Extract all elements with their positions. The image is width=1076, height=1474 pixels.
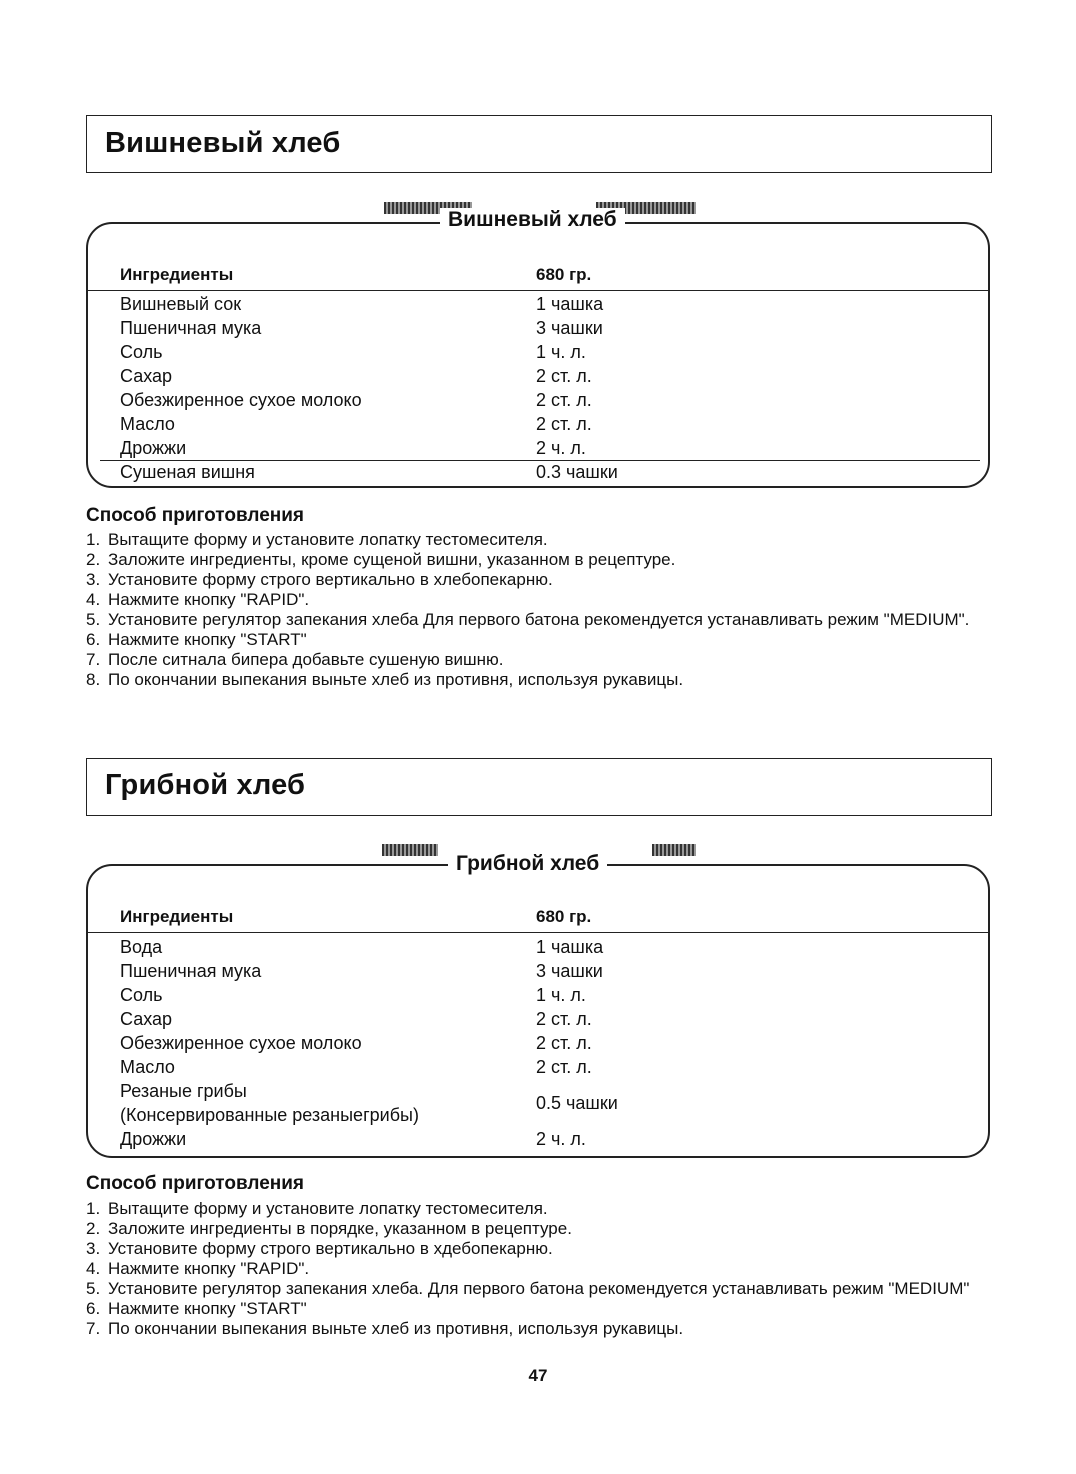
ingredient-name: Пшеничная мука (120, 318, 262, 338)
ingredient-name-line1: Резаные грибы (120, 1081, 247, 1101)
step-text: Нажмите кнопку "RAPID". (108, 1259, 310, 1278)
ingredient-row (120, 316, 986, 340)
ingredient-row (120, 959, 986, 983)
step-number: 8. (86, 670, 101, 689)
ingredients-col-label: Ингредиенты (120, 265, 234, 284)
ingredient-qty: 2 ст. л. (536, 1033, 592, 1053)
method-title-mushroom: Способ приготовления (86, 1173, 305, 1194)
ingredient-name: Дрожжи (120, 438, 187, 458)
method-step (86, 550, 986, 570)
step-number: 6. (86, 630, 101, 649)
method-step (86, 1319, 986, 1339)
step-text: Установите регулятор запекания хлеба Для первого батона рекомендуется устанавливать режим "MEDIUM". (108, 610, 970, 629)
ingredient-row (120, 364, 986, 388)
ingredient-qty: 2 ст. л. (536, 1057, 592, 1077)
step-number: 4. (86, 1259, 101, 1278)
ingredient-name: Масло (120, 414, 175, 434)
step-text: Заложите ингредиенты в порядке, указанном в рецептуре. (108, 1219, 572, 1238)
method-step (86, 650, 986, 670)
ingredient-qty: 2 ч. л. (536, 1129, 586, 1149)
method-steps-mushroom (86, 1199, 986, 1339)
ingredient-row (120, 935, 986, 959)
ingredient-name: Дрожжи (120, 1129, 187, 1149)
ingredient-name: Вишневый сок (120, 294, 242, 314)
method-step (86, 590, 986, 610)
ingredient-qty: 3 чашки (536, 318, 603, 338)
method-step (86, 1239, 986, 1259)
ingredient-qty: 1 ч. л. (536, 342, 586, 362)
method-step (86, 670, 986, 690)
ingredient-name: Сушеная вишня (120, 462, 255, 482)
ingredient-row (120, 983, 986, 1007)
ingredient-name: Масло (120, 1057, 175, 1077)
header-divider-cherry (86, 290, 990, 291)
table-title-mushroom: Грибной хлеб (448, 852, 607, 876)
step-number: 5. (86, 610, 101, 629)
step-text: Вытащите форму и установите лопатку тестомесителя. (108, 530, 548, 549)
ingredient-name-line2: (Консервированные резаныегрибы) (120, 1105, 419, 1125)
ingredient-qty: 2 ч. л. (536, 438, 586, 458)
step-text: Заложите ингредиенты, кроме сущеной вишни, указанном в рецептуре. (108, 550, 676, 569)
ingredient-row (120, 1055, 986, 1079)
ingredient-qty: 1 чашка (536, 937, 604, 957)
ingredient-row-mushrooms (120, 1079, 986, 1127)
method-step (86, 630, 986, 650)
step-text: После ситнала бипера добавьте сушеную вишню. (108, 650, 504, 669)
ingredient-row (120, 388, 986, 412)
step-number: 6. (86, 1299, 101, 1318)
ingredient-name: Сахар (120, 366, 173, 386)
method-title-cherry: Способ приготовления (86, 505, 305, 526)
ingredient-name: Сахар (120, 1009, 173, 1029)
ingredient-name: Соль (120, 985, 163, 1005)
method-step (86, 1219, 986, 1239)
ingredient-qty: 1 ч. л. (536, 985, 586, 1005)
ingredient-qty: 2 ст. л. (536, 366, 592, 386)
step-number: 1. (86, 530, 101, 549)
step-number: 2. (86, 550, 101, 569)
page-number: 47 (528, 1366, 548, 1385)
step-number: 4. (86, 590, 101, 609)
step-number: 7. (86, 650, 101, 669)
method-step (86, 530, 986, 550)
section-title-box-mushroom (86, 758, 992, 816)
amount-col-label: 680 гр. (536, 907, 592, 926)
method-step (86, 1199, 986, 1219)
method-step (86, 1279, 986, 1299)
ingredient-row-yeast (120, 1127, 986, 1151)
step-text: Нажмите кнопку "RAPID". (108, 590, 310, 609)
method-step (86, 610, 986, 630)
ingredient-row (120, 436, 986, 460)
ingredients-header-cherry (120, 265, 986, 285)
step-text: Вытащите форму и установите лопатку тестомесителя. (108, 1199, 548, 1218)
ingredient-qty: 1 чашка (536, 294, 604, 314)
ingredient-row (120, 340, 986, 364)
last-row-divider-cherry (100, 460, 980, 461)
ingredient-name: Обезжиренное сухое молоко (120, 390, 362, 410)
ingredient-row (120, 1007, 986, 1031)
step-text: Установите форму строго вертикально в хдебопекарню. (108, 1239, 553, 1258)
method-step (86, 1259, 986, 1279)
header-divider-mushroom (86, 932, 990, 933)
ingredient-row (120, 460, 986, 484)
method-step (86, 1299, 986, 1319)
step-number: 5. (86, 1279, 101, 1298)
ingredient-row (120, 292, 986, 316)
ingredients-header-mushroom (120, 907, 986, 927)
step-text: По окончании выпекания выньте хлеб из противня, используя рукавицы. (108, 1319, 684, 1338)
method-step (86, 570, 986, 590)
ingredient-qty: 2 ст. л. (536, 414, 592, 434)
ingredient-name: Пшеничная мука (120, 961, 262, 981)
title-decoration-left (382, 844, 438, 856)
step-text: Установите форму строго вертикально в хлебопекарню. (108, 570, 553, 589)
ingredient-row (120, 1031, 986, 1055)
step-number: 7. (86, 1319, 101, 1338)
step-number: 3. (86, 1239, 101, 1258)
step-text: Нажмите кнопку "START" (108, 630, 307, 649)
section-title-box-cherry (86, 115, 992, 173)
ingredients-col-label: Ингредиенты (120, 907, 234, 926)
ingredient-row (120, 412, 986, 436)
method-steps-cherry (86, 530, 986, 690)
ingredient-qty: 0.5 чашки (536, 1093, 618, 1113)
step-text: По окончании выпекания выньте хлеб из противня, используя рукавицы. (108, 670, 684, 689)
ingredient-name: Вода (120, 937, 163, 957)
step-number: 1. (86, 1199, 101, 1218)
title-decoration-right (652, 844, 696, 856)
step-text: Установите регулятор запекания хлеба. Для первого батона рекомендуется устанавливать режим "MEDIUM" (108, 1279, 970, 1298)
ingredient-name: Обезжиренное сухое молоко (120, 1033, 362, 1053)
step-number: 2. (86, 1219, 101, 1238)
ingredient-qty: 3 чашки (536, 961, 603, 981)
ingredient-name: Соль (120, 342, 163, 362)
table-title-cherry: Вишневый хлеб (440, 208, 625, 232)
ingredient-qty: 0.3 чашки (536, 462, 618, 482)
step-number: 3. (86, 570, 101, 589)
section-title-cherry: Вишневый хлеб (105, 127, 341, 159)
ingredient-qty: 2 ст. л. (536, 390, 592, 410)
section-title-mushroom: Грибной хлеб (105, 769, 306, 801)
ingredient-qty: 2 ст. л. (536, 1009, 592, 1029)
step-text: Нажмите кнопку "START" (108, 1299, 307, 1318)
amount-col-label: 680 гр. (536, 265, 592, 284)
